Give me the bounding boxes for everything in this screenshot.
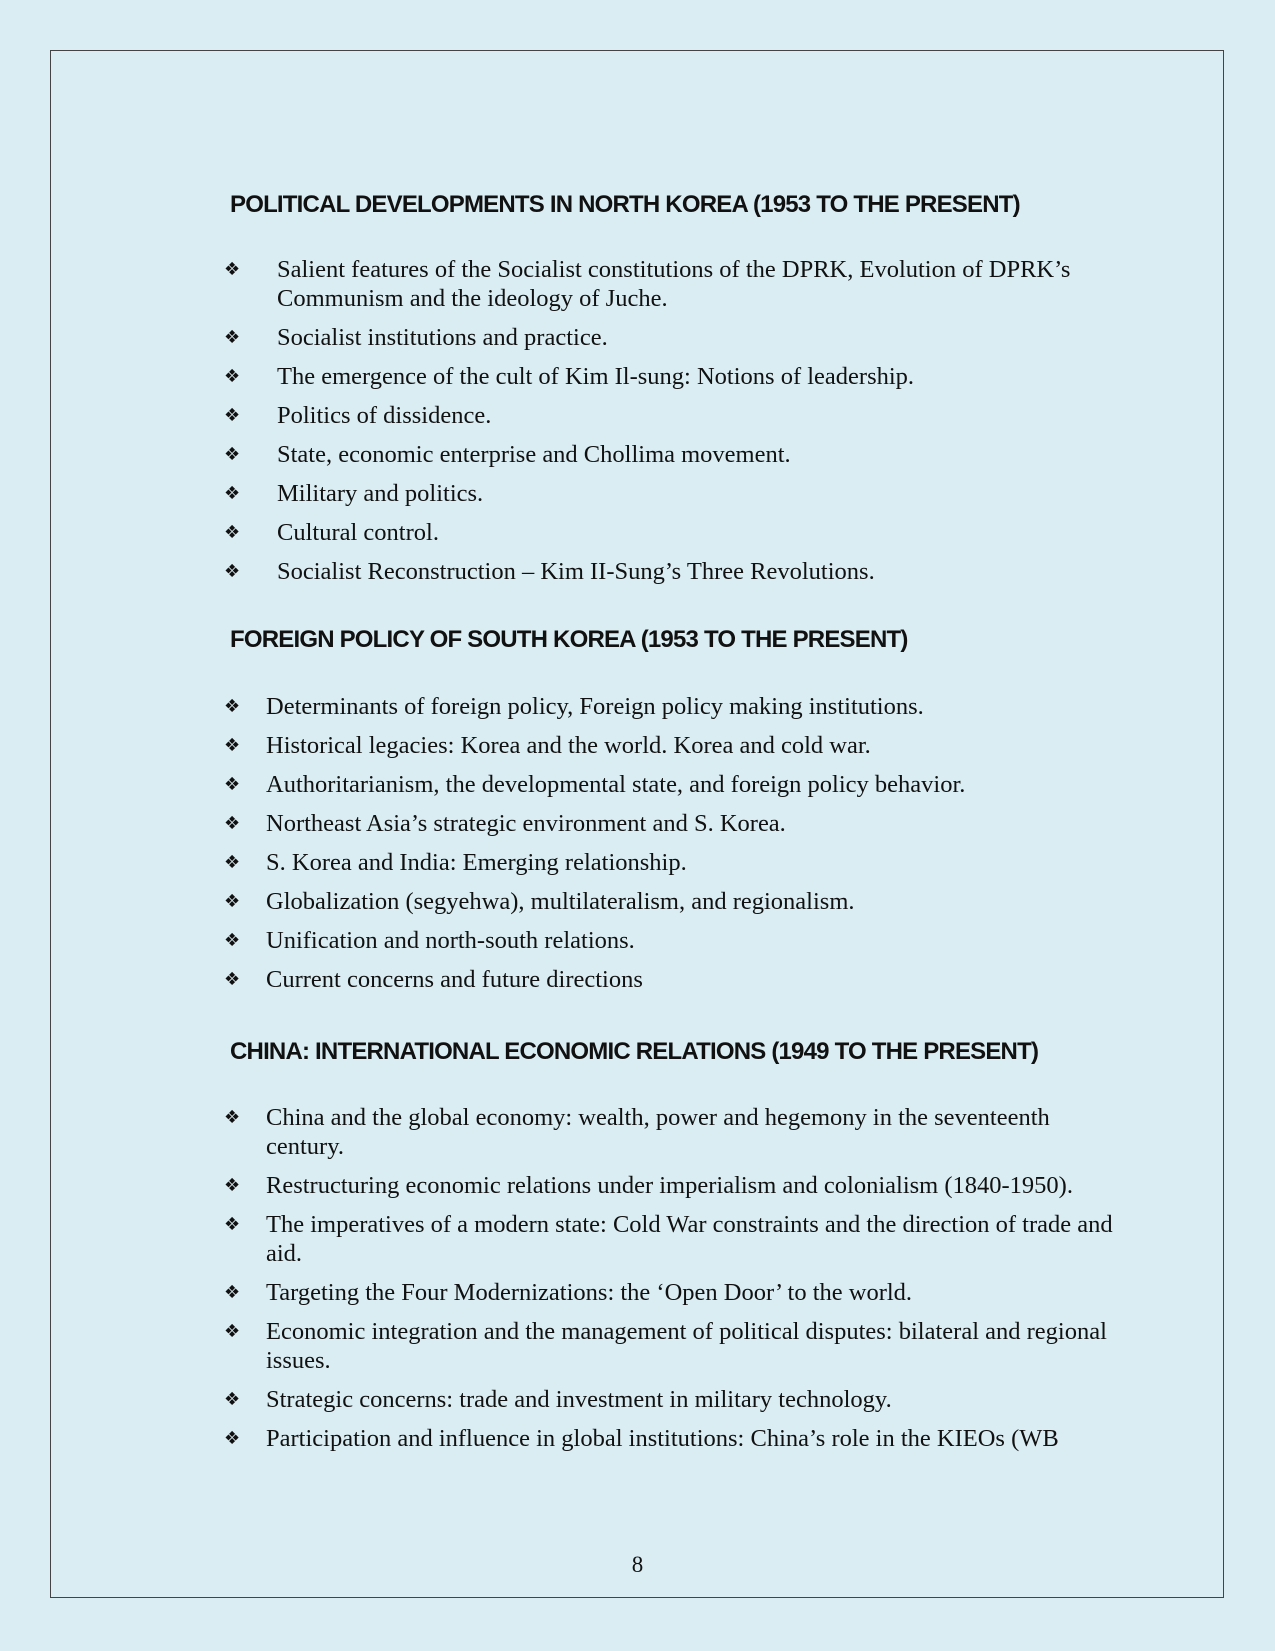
- list-item: ❖ S. Korea and India: Emerging relationship.: [224, 849, 687, 876]
- bullet-icon: ❖: [224, 444, 241, 465]
- section-title-south-korea: FOREIGN POLICY OF SOUTH KOREA (1953 TO THE PRESENT): [230, 626, 908, 653]
- bullet-icon: ❖: [224, 696, 241, 717]
- bullet-icon: ❖: [224, 1107, 241, 1128]
- list-item: ❖ Salient features of the Socialist constitutions of the DPRK, Evolution of DPRK’s Communism and the ideology of Juche.: [224, 256, 1071, 312]
- list-item: ❖ Socialist Reconstruction – Kim II-Sung’s Three Revolutions.: [224, 558, 875, 585]
- bullet-icon: ❖: [224, 1428, 241, 1449]
- bullet-icon: ❖: [224, 522, 241, 543]
- list-item: ❖ Northeast Asia’s strategic environment and S. Korea.: [224, 810, 786, 837]
- section-title-north-korea: POLITICAL DEVELOPMENTS IN NORTH KOREA (1953 TO THE PRESENT): [230, 191, 1020, 218]
- bullet-icon: ❖: [224, 930, 241, 951]
- section-title-china: CHINA: INTERNATIONAL ECONOMIC RELATIONS (1949 TO THE PRESENT): [230, 1038, 1039, 1065]
- bullet-icon: ❖: [224, 366, 241, 387]
- bullet-icon: ❖: [224, 1282, 241, 1303]
- list-item: ❖ Politics of dissidence.: [224, 402, 492, 429]
- bullet-icon: ❖: [224, 561, 241, 582]
- list-item: ❖ Military and politics.: [224, 480, 484, 507]
- document-content: [224, 190, 1130, 1463]
- bullet-icon: ❖: [224, 813, 241, 834]
- list-item: ❖ The imperatives of a modern state: Cold War constraints and the direction of trade and aid.: [224, 1211, 1113, 1267]
- list-item: ❖ China and the global economy: wealth, power and hegemony in the seventeenth century.: [224, 1104, 1050, 1160]
- list-item: ❖ Cultural control.: [224, 519, 439, 546]
- list-item: ❖ State, economic enterprise and Chollima movement.: [224, 441, 791, 468]
- list-item: ❖ Economic integration and the management of political disputes: bilateral and regional issues.: [224, 1318, 1107, 1374]
- list-item: ❖ Determinants of foreign policy, Foreign policy making institutions.: [224, 693, 924, 720]
- list-north-korea: [224, 255, 1130, 586]
- bullet-icon: ❖: [224, 969, 241, 990]
- bullet-icon: ❖: [224, 1175, 241, 1196]
- list-china: [224, 1103, 1130, 1453]
- list-item: ❖ Socialist institutions and practice.: [224, 324, 608, 351]
- list-item: ❖ Authoritarianism, the developmental state, and foreign policy behavior.: [224, 771, 966, 798]
- bullet-icon: ❖: [224, 1214, 241, 1235]
- bullet-icon: ❖: [224, 327, 241, 348]
- list-item: ❖ Current concerns and future directions: [224, 966, 643, 993]
- list-item: ❖ Restructuring economic relations under imperialism and colonialism (1840-1950).: [224, 1172, 1073, 1199]
- bullet-icon: ❖: [224, 891, 241, 912]
- bullet-icon: ❖: [224, 1321, 241, 1342]
- list-south-korea: [224, 692, 1130, 994]
- list-item: ❖ Historical legacies: Korea and the world. Korea and cold war.: [224, 732, 871, 759]
- bullet-icon: ❖: [224, 259, 241, 280]
- page-number: 8: [631, 1552, 644, 1577]
- bullet-icon: ❖: [224, 1389, 241, 1410]
- list-item: ❖ Globalization (segyehwa), multilateralism, and regionalism.: [224, 888, 855, 915]
- list-item: ❖ The emergence of the cult of Kim Il-sung: Notions of leadership.: [224, 363, 915, 390]
- list-item: ❖ Targeting the Four Modernizations: the ‘Open Door’ to the world.: [224, 1279, 913, 1306]
- bullet-icon: ❖: [224, 483, 241, 504]
- bullet-icon: ❖: [224, 852, 241, 873]
- list-item: ❖ Unification and north-south relations.: [224, 927, 635, 954]
- list-item: ❖ Participation and influence in global institutions: China’s role in the KIEOs (WB: [224, 1425, 1059, 1452]
- bullet-icon: ❖: [224, 774, 241, 795]
- bullet-icon: ❖: [224, 405, 241, 426]
- list-item: ❖ Strategic concerns: trade and investment in military technology.: [224, 1386, 892, 1413]
- bullet-icon: ❖: [224, 735, 241, 756]
